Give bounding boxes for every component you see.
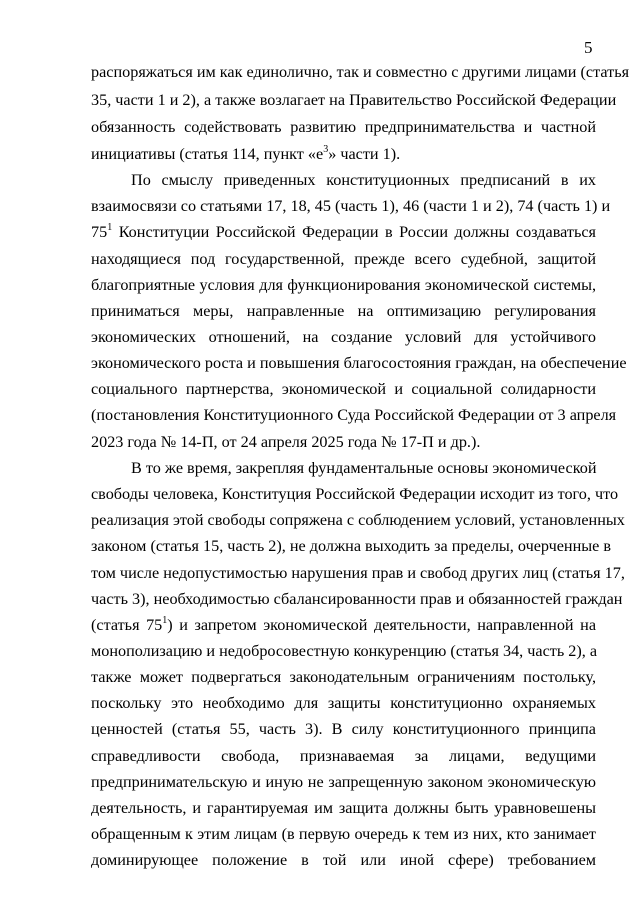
text-line: находящиеся под государственной, прежде всего судебной, защитой bbox=[91, 250, 596, 268]
superscript: 1 bbox=[162, 614, 168, 626]
text-line: часть 3), необходимостью сбалансированности прав и обязанностей граждан bbox=[91, 590, 623, 608]
text-line: социального партнерства, экономической и социальной солидарности bbox=[91, 380, 596, 398]
text-line: ценностей (статья 55, часть 3). В силу конституционного принципа bbox=[91, 720, 596, 738]
text-line: взаимосвязи со статьями 17, 18, 45 (часть 1), 46 (части 1 и 2), 74 (часть 1) и bbox=[91, 197, 611, 215]
text-line: доминирующее положение в той или иной сфере) требованием bbox=[91, 851, 596, 869]
text-line: инициативы (статья 114, пункт «$е^3$» части 1). bbox=[91, 143, 401, 163]
text-line: 35, части 1 и 2), а также возлагает на Правительство Российской Федерации bbox=[91, 91, 617, 109]
page-number: 5 bbox=[584, 38, 593, 57]
text-line: деятельность, и гарантируемая им защита должны быть уравновешены bbox=[91, 799, 596, 817]
text-line: обращенным к этим лицам (в первую очередь к тем из них, кто занимает bbox=[91, 825, 596, 843]
text-line: (постановления Конституционного Суда Российской Федерации от 3 апреля bbox=[91, 406, 617, 424]
text-line: обязанность содействовать развитию предпринимательства и частной bbox=[91, 118, 596, 136]
text-line: экономических отношений, на создание условий для устойчивого bbox=[91, 328, 596, 346]
text-line: предпринимательскую и иную не запрещенную законом экономическую bbox=[91, 773, 596, 791]
text-line: поскольку это необходимо для защиты конституционно охраняемых bbox=[91, 694, 596, 712]
text-line: По смыслу приведенных конституционных предписаний в их bbox=[131, 171, 596, 189]
text-line: В то же время, закрепляя фундаментальные основы экономической bbox=[131, 459, 597, 477]
text-line: свободы человека, Конституция Российской Федерации исходит из того, что bbox=[91, 485, 619, 503]
text-line: том числе недопустимостью нарушения прав и свобод других лиц (статья 17, bbox=[91, 564, 625, 582]
text-line: экономического роста и повышения благосостояния граждан, на обеспечение bbox=[91, 354, 627, 372]
text-line: справедливости свобода, признаваемая за лицами, ведущими bbox=[91, 747, 596, 765]
superscript: 3 bbox=[323, 143, 329, 155]
text-line: (статья $75^1$) и запретом экономической деятельности, направленной на bbox=[91, 614, 597, 634]
text-line: законом (статья 15, часть 2), не должна выходить за пределы, очерченные в bbox=[91, 537, 611, 555]
text-line: также может подвергаться законодательным ограничениям постольку, bbox=[91, 668, 596, 686]
text-line: распоряжаться им как единолично, так и совместно с другими лицами (статья bbox=[91, 63, 630, 81]
text-line: приниматься меры, направленные на оптимизацию регулирования bbox=[91, 302, 596, 320]
text-line: реализация этой свободы сопряжена с соблюдением условий, установленных bbox=[91, 511, 625, 529]
text-line: $75^1$ Конституции Российской Федерации в России должны создаваться bbox=[91, 221, 596, 241]
text-line: 2023 года № 14-П, от 24 апреля 2025 года № 17-П и др.). bbox=[91, 433, 481, 451]
text-line: благоприятные условия для функционирования экономической системы, bbox=[91, 276, 596, 294]
text-line: монополизацию и недобросовестную конкуренцию (статья 34, часть 2), а bbox=[91, 642, 598, 660]
superscript: 1 bbox=[107, 221, 113, 233]
